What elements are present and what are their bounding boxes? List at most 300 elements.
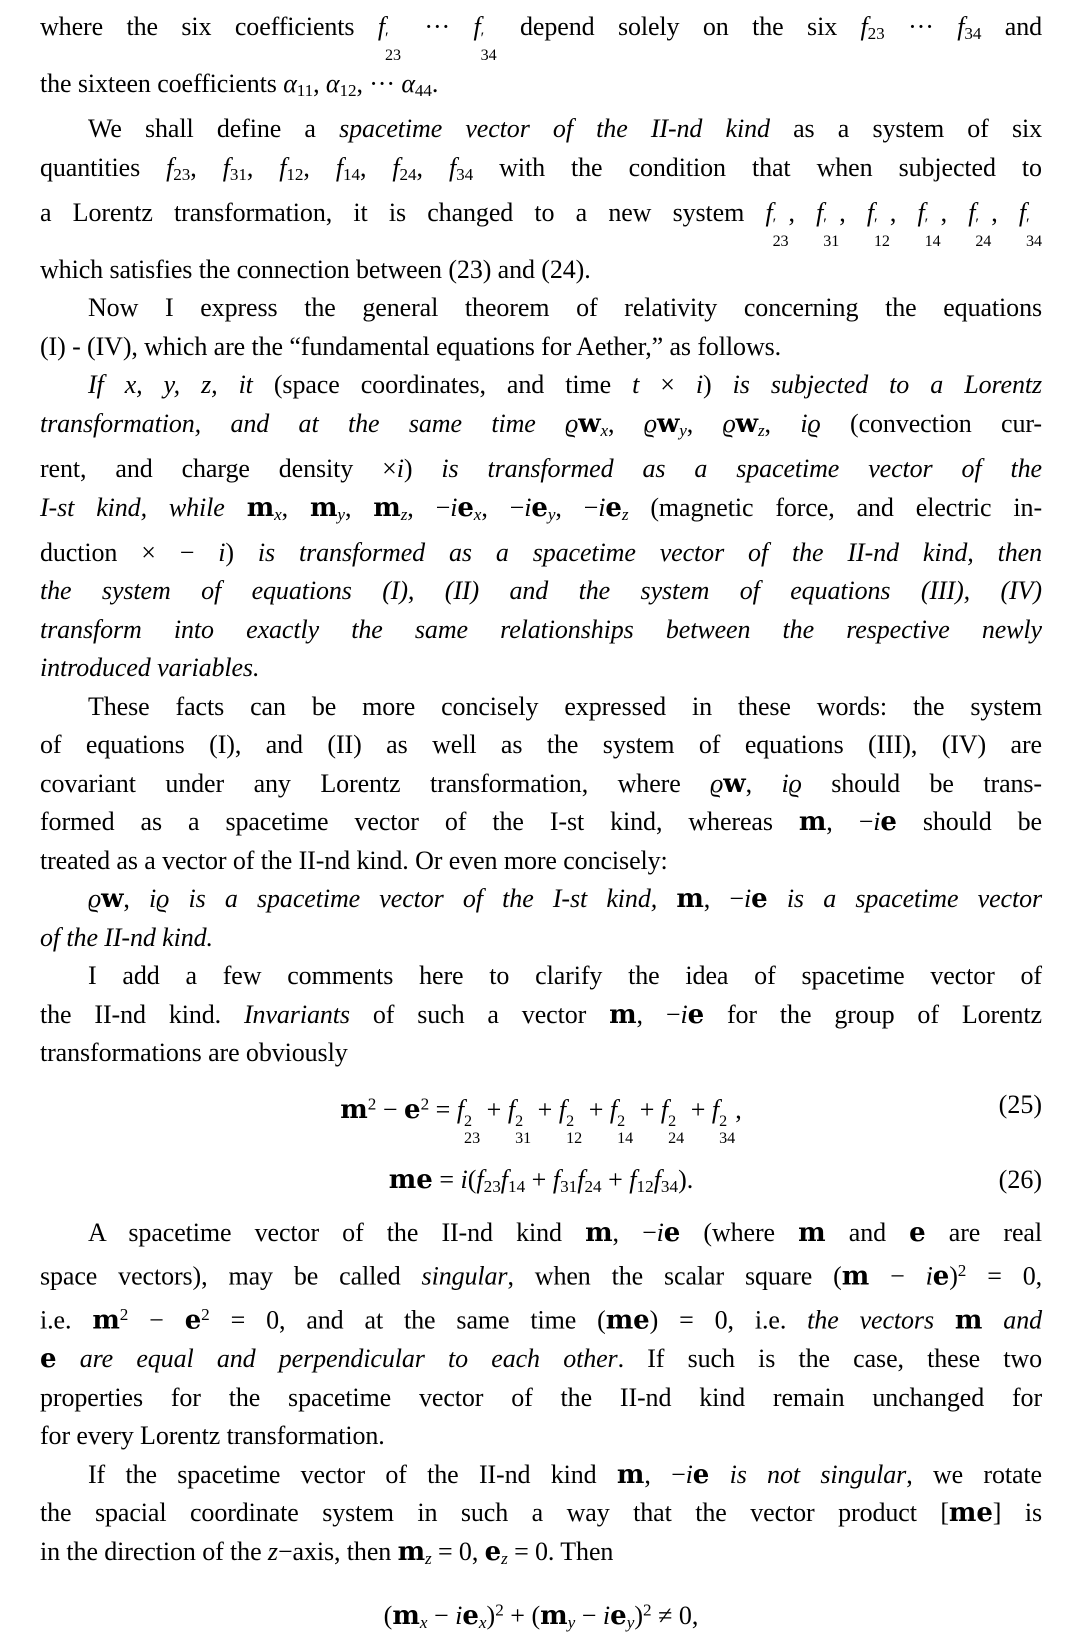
text-run: ′ 24: [975, 215, 992, 250]
text-run: ): [703, 370, 733, 400]
text-run: −axis, then: [277, 1536, 398, 1566]
text-line: [40, 366, 1042, 405]
text-line: [40, 803, 1042, 842]
text-run: is not singular: [729, 1459, 907, 1489]
text-run: + (: [503, 1600, 541, 1630]
text-run: and: [825, 1217, 910, 1247]
text-run: singular: [421, 1261, 508, 1291]
text-line: [40, 649, 1042, 688]
equation-body: [388, 1165, 694, 1197]
text-run: ϱ: [807, 408, 821, 438]
text-run: i: [149, 884, 157, 914]
text-run: 12: [339, 80, 357, 100]
text-run: f: [660, 1095, 669, 1125]
text-run: α: [401, 68, 415, 98]
text-run: ≠ 0,: [651, 1600, 699, 1630]
text-run: and: [981, 12, 1042, 41]
text-run: 12: [636, 1177, 654, 1197]
text-run: f: [558, 1095, 567, 1125]
text-run: transformation, and at the same time: [40, 408, 566, 438]
text-run: should be trans-: [801, 768, 1042, 798]
text-run: with the condition that when subjected to: [473, 152, 1042, 182]
text-run: for every Lorentz transformation.: [40, 1421, 385, 1451]
text-line: [40, 611, 1042, 650]
text-run: m: [388, 1165, 417, 1196]
text-run: i: [695, 370, 704, 400]
text-run: ,: [344, 492, 374, 522]
text-line: [40, 1034, 1042, 1073]
text-run: is transformed as a spacetime vector of the: [441, 454, 1042, 484]
text-run: −: [376, 1095, 405, 1125]
text-run: ,: [991, 197, 1019, 227]
text-run: (space coordinates, and time: [273, 370, 633, 400]
text-run: 2 12: [566, 1113, 583, 1148]
text-run: i: [656, 1217, 664, 1247]
text-run: ϱ: [643, 408, 657, 438]
text-run: −: [427, 1600, 456, 1630]
text-run: ] is: [992, 1498, 1042, 1528]
text-run: ′ 31: [823, 215, 840, 250]
text-run: ,: [281, 492, 310, 522]
text-run: x: [478, 1612, 487, 1632]
text-line: [40, 1296, 1042, 1340]
text-run: , −: [644, 1459, 686, 1489]
text-line: [40, 1379, 1042, 1418]
text-run: (: [383, 1600, 393, 1630]
text-run: ,: [313, 68, 326, 98]
text-run: 31: [229, 164, 247, 184]
text-run: ,: [246, 152, 280, 182]
text-run: e: [605, 492, 622, 523]
text-run: ,: [940, 197, 969, 227]
text-run: i: [450, 492, 458, 522]
text-run: 31: [560, 1177, 578, 1197]
text-run: Now I express the general theorem of relativity concerning the equations: [88, 293, 1042, 323]
text-run: −: [575, 1600, 603, 1630]
text-run: f: [279, 152, 287, 182]
text-run: [56, 1344, 79, 1373]
text-run: transformations are obviously: [40, 1038, 348, 1068]
text-run: i: [602, 1600, 611, 1630]
text-run: f: [917, 197, 925, 227]
text-run: , when the scalar square (: [507, 1261, 842, 1291]
text-run: ,: [416, 152, 449, 182]
text-run: (: [467, 1165, 477, 1195]
text-run: e: [633, 1305, 650, 1336]
text-run: e: [932, 1261, 950, 1292]
text-run: ): [634, 1600, 643, 1630]
text-run: f: [629, 1165, 637, 1195]
text-run: e: [184, 1305, 202, 1336]
text-run: ′ 23: [385, 30, 401, 64]
text-run: i: [873, 807, 881, 837]
display-equation: [40, 1086, 1042, 1148]
text-run: +: [633, 1095, 661, 1125]
text-run: ,: [123, 884, 150, 914]
text-line: [40, 110, 1042, 149]
text-run: , −: [612, 1217, 657, 1247]
text-run: [709, 1460, 729, 1489]
text-run: i: [800, 408, 808, 438]
text-run: ,: [190, 152, 223, 182]
text-run: is subjected to a Lorentz: [732, 370, 1043, 400]
text-run: is transformed as a spacetime vector of the II-nd kind, then: [257, 537, 1042, 567]
text-run: 23: [173, 164, 191, 184]
text-run: m: [340, 1095, 368, 1126]
text-run: 12: [286, 164, 304, 184]
text-run: i: [781, 768, 789, 798]
text-run: 2 24: [668, 1113, 685, 1148]
text-run: 23: [483, 1177, 501, 1197]
equation-number: (25): [998, 1089, 1042, 1119]
text-run: 2: [420, 1094, 430, 1114]
text-run: m: [392, 1600, 420, 1631]
text-run: f: [816, 197, 824, 227]
text-line: [40, 489, 1042, 534]
text-run: i: [925, 1261, 933, 1291]
text-run: and: [1003, 1305, 1042, 1335]
text-run: w: [578, 408, 601, 439]
text-run: ···: [884, 12, 958, 41]
text-line: [40, 8, 1042, 65]
text-run: e: [484, 1536, 502, 1567]
text-run: covariant under any Lorentz transformation, where: [40, 768, 711, 798]
text-run: depend solely on the six: [496, 12, 861, 41]
text-run: ,: [303, 152, 336, 182]
text-run: ,: [839, 197, 867, 227]
text-run: y: [679, 420, 687, 440]
text-run: [768, 884, 787, 913]
text-run: e: [531, 492, 548, 523]
display-equation: [40, 1161, 1042, 1206]
text-run: z: [757, 420, 765, 440]
text-run: .: [431, 68, 439, 98]
text-run: f: [473, 12, 481, 41]
text-run: spacetime vector of the II-nd kind: [339, 114, 770, 144]
text-run: ,: [764, 408, 801, 438]
text-line: [40, 328, 1042, 367]
text-run: m: [616, 1459, 645, 1490]
text-run: =: [432, 1165, 461, 1195]
text-run: m: [540, 1600, 568, 1631]
text-run: I-st kind, while: [40, 492, 247, 522]
text-run: (I) - (IV), which are the “fundamental equations for Aether,” as follows.: [40, 331, 782, 361]
text-run: 34: [456, 164, 474, 184]
text-run: 2: [957, 1261, 967, 1281]
text-line: [40, 149, 1042, 194]
text-run: should be: [896, 807, 1042, 837]
text-run: +: [684, 1095, 712, 1125]
text-run: ′ 23: [772, 215, 789, 250]
text-run: ).: [678, 1165, 694, 1195]
text-run: ϱ: [156, 884, 170, 914]
text-line: [40, 842, 1042, 881]
text-line: [40, 1417, 1042, 1456]
text-run: the vectors: [807, 1305, 955, 1335]
text-run: is a spacetime vector: [786, 884, 1042, 914]
text-run: f: [866, 197, 874, 227]
text-run: z: [501, 1548, 508, 1568]
text-run: f: [968, 197, 976, 227]
text-run: f: [222, 152, 230, 182]
text-run: y: [547, 504, 556, 524]
text-run: duction × −: [40, 537, 219, 567]
text-run: 24: [584, 1177, 602, 1197]
text-run: e: [404, 1095, 421, 1126]
text-run: f: [1018, 197, 1027, 227]
text-line: [40, 65, 1042, 110]
text-run: f: [653, 1165, 661, 1195]
text-run: 34: [660, 1177, 679, 1197]
equation-body: [384, 1601, 699, 1630]
text-run: m: [585, 1217, 613, 1248]
text-run: rent, and charge density ×: [40, 454, 397, 484]
text-run: f: [166, 152, 174, 182]
text-run: (where: [680, 1217, 799, 1247]
text-run: 14: [508, 1177, 526, 1197]
text-run: 2 34: [719, 1113, 736, 1148]
text-run: e: [462, 1600, 479, 1631]
text-run: i: [680, 999, 688, 1029]
text-run: 2 31: [515, 1113, 532, 1148]
text-run: , −: [826, 807, 874, 837]
text-run: the system of equations (I), (II) and the system of equations (III), (IV): [40, 576, 1042, 606]
text-run: f: [765, 197, 773, 227]
text-run: f: [957, 12, 965, 41]
display-equation: [40, 1591, 1042, 1642]
text-run: α: [283, 68, 297, 98]
text-run: If x, y, z, it: [88, 370, 274, 400]
text-run: e: [751, 884, 768, 915]
text-run: are real: [925, 1217, 1042, 1247]
text-run: x: [600, 420, 609, 440]
text-run: = 0, and at the same time (: [209, 1305, 606, 1335]
text-run: z: [424, 1548, 432, 1568]
text-run: m: [948, 1498, 977, 1529]
text-run: x: [274, 504, 282, 524]
text-run: i: [743, 884, 752, 914]
text-run: If the spacetime vector of the II-nd kind: [88, 1459, 617, 1489]
text-run: quantities: [40, 152, 167, 182]
text-run: (magnetic force, and electric in-: [628, 492, 1042, 522]
text-line: [40, 572, 1042, 611]
text-run: ): [949, 1261, 958, 1291]
text-run: i: [685, 1459, 693, 1489]
text-line: [40, 1340, 1042, 1379]
text-run: = 0. Then: [507, 1536, 614, 1566]
text-run: Invariants: [244, 999, 350, 1029]
text-run: 2: [367, 1094, 377, 1114]
text-run: +: [601, 1165, 630, 1195]
text-run: i: [524, 492, 532, 522]
text-run: space vectors), may be called: [40, 1261, 422, 1291]
text-line: [40, 194, 1042, 251]
text-run: ): [225, 537, 258, 567]
text-run: f: [711, 1095, 720, 1125]
text-run: of such a vector: [349, 999, 610, 1029]
text-run: ): [486, 1600, 496, 1630]
text-run: for the group of Lorentz: [704, 999, 1042, 1029]
text-run: +: [531, 1095, 559, 1125]
text-run: These facts can be more concisely expressed in these words: the system: [88, 691, 1042, 721]
text-run: the II-nd kind.: [40, 999, 244, 1029]
text-run: A spacetime vector of the II-nd kind: [88, 1217, 586, 1247]
text-run: x: [473, 504, 482, 524]
text-run: = 0,: [431, 1536, 485, 1566]
text-run: f: [392, 152, 400, 182]
text-run: properties for the spacetime vector of the II-nd kind remain unchanged for: [40, 1382, 1042, 1412]
text-run: i: [218, 537, 226, 567]
text-run: the sixteen coefficients: [40, 68, 284, 98]
text-run: formed as a spacetime vector of the I-st kind, whereas: [40, 807, 799, 837]
text-run: m: [676, 884, 704, 915]
text-run: f: [552, 1165, 561, 1195]
text-run: w: [656, 408, 680, 439]
text-line: [40, 957, 1042, 996]
text-run: e: [40, 1344, 57, 1375]
text-run: ): [403, 454, 442, 484]
text-run: m: [310, 492, 338, 523]
text-run: y: [626, 1612, 635, 1632]
text-run: m: [798, 1217, 826, 1248]
text-run: f: [377, 12, 386, 41]
text-run: 14: [342, 164, 360, 184]
text-line: [40, 880, 1042, 919]
text-run: ϱ: [710, 768, 724, 798]
text-run: in the direction of the: [40, 1536, 268, 1566]
text-run: e: [692, 1459, 710, 1490]
text-run: e: [416, 1165, 433, 1196]
text-line: [40, 289, 1042, 328]
text-run: e: [663, 1217, 681, 1248]
text-run: m: [92, 1305, 120, 1336]
text-run: f: [860, 12, 868, 41]
text-run: e: [610, 1600, 627, 1631]
text-line: [40, 688, 1042, 727]
text-run: , −: [407, 492, 451, 522]
text-run: ′ 12: [873, 215, 890, 250]
text-run: +: [480, 1095, 508, 1125]
text-run: , −: [703, 884, 744, 914]
text-run: ′ 14: [924, 215, 941, 250]
text-run: f: [456, 1095, 465, 1125]
text-run: ,: [686, 408, 723, 438]
text-run: ,: [608, 408, 644, 438]
text-run: 34: [964, 23, 982, 43]
text-run: y: [567, 1612, 576, 1632]
text-run: t: [632, 370, 640, 400]
text-run: m: [841, 1261, 870, 1292]
text-run: treated as a vector of the II-nd kind. Or even more concisely:: [40, 845, 668, 875]
text-run: m: [373, 492, 401, 523]
text-run: ϱ: [565, 408, 579, 438]
text-run: 44: [414, 80, 432, 100]
text-line: [40, 765, 1042, 804]
text-run: e: [457, 492, 474, 523]
text-run: w: [101, 884, 124, 915]
text-run: f: [448, 152, 457, 182]
text-run: ,: [359, 152, 393, 182]
text-run: i.e.: [40, 1305, 93, 1335]
text-run: +: [525, 1165, 553, 1195]
text-run: i: [455, 1600, 463, 1630]
text-run: e: [976, 1498, 993, 1529]
text-run: ϱ: [788, 768, 802, 798]
text-run: transform into exactly the same relationships between the respective newly: [40, 614, 1042, 644]
text-run: 11: [296, 80, 314, 100]
text-run: m: [609, 999, 637, 1030]
text-run: ′ 34: [480, 30, 497, 64]
text-run: a Lorentz transformation, it is changed to a new system: [40, 197, 766, 227]
equation-number: (26): [998, 1165, 1042, 1195]
text-run: i: [460, 1165, 468, 1195]
text-run: introduced variables.: [40, 653, 260, 683]
text-run: w: [735, 408, 758, 439]
text-run: i: [396, 454, 404, 484]
text-run: ′ 34: [1026, 215, 1042, 250]
text-run: x: [419, 1612, 428, 1632]
text-line: [40, 1533, 1042, 1578]
text-run: [982, 1306, 1003, 1335]
text-line: [40, 251, 1042, 290]
text-run: f: [476, 1165, 484, 1195]
page: [40, 8, 1043, 1632]
text-run: =: [429, 1095, 457, 1125]
text-run: [169, 884, 188, 913]
text-run: z: [400, 504, 408, 524]
text-run: m: [798, 807, 827, 838]
text-run: where the six coefficients: [40, 12, 378, 41]
text-run: f: [335, 152, 343, 182]
text-line: [40, 996, 1042, 1035]
text-run: f: [609, 1095, 618, 1125]
text-run: z: [621, 504, 629, 524]
text-run: ) = 0, i.e.: [649, 1305, 808, 1335]
text-run: ···: [400, 12, 474, 41]
text-run: f: [577, 1165, 585, 1195]
text-run: ϱ: [722, 408, 736, 438]
text-run: +: [582, 1095, 610, 1125]
text-run: 2: [643, 1600, 652, 1619]
text-run: m: [397, 1536, 425, 1567]
text-run: ,: [788, 197, 817, 227]
text-run: α: [325, 68, 340, 98]
text-run: of equations (I), and (II) as well as the system of equations (III), (IV) are: [40, 730, 1042, 760]
text-line: [40, 405, 1042, 450]
text-line: [40, 450, 1042, 489]
text-run: as a system of six: [769, 114, 1043, 144]
text-run: ,: [735, 1095, 742, 1125]
equation-body: [340, 1094, 742, 1148]
text-run: , −: [481, 492, 525, 522]
text-run: 2: [119, 1305, 129, 1325]
text-run: We shall define a: [88, 114, 340, 144]
text-run: m: [954, 1305, 983, 1336]
text-run: ϱ: [88, 884, 102, 914]
text-run: , −: [555, 492, 599, 522]
text-run: the spacial coordinate system in such a way that the vector product [: [40, 1498, 949, 1528]
text-run: 24: [399, 164, 417, 184]
text-run: e: [909, 1217, 926, 1248]
text-line: [40, 919, 1042, 958]
text-run: 2 14: [617, 1113, 634, 1148]
text-run: 2: [495, 1600, 504, 1619]
text-run: ×: [639, 370, 696, 400]
text-line: [40, 726, 1042, 765]
text-run: are equal and perpendicular to each other: [79, 1344, 618, 1374]
text-run: f: [500, 1165, 509, 1195]
text-run: 2 23: [464, 1113, 481, 1148]
